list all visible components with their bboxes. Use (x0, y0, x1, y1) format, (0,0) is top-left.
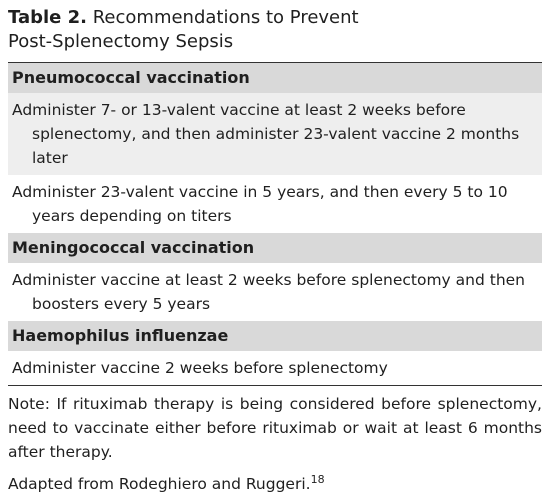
reference-number: 18 (310, 472, 325, 486)
row-text: Administer vaccine at least 2 weeks before splenectomy and then boosters every 5 years (12, 271, 525, 313)
table-source (8, 472, 550, 496)
table-note: Note: If rituximab therapy is being considered before splenectomy, need to vaccinate either before rituximab or wait at least 6 months after therapy. (8, 395, 542, 461)
section-heading-haemophilus: Haemophilus influenzae (8, 321, 542, 351)
table-title-line2: Post-Splenectomy Sepsis (8, 31, 234, 52)
section-heading-pneumococcal: Pneumococcal vaccination (8, 63, 542, 93)
row-text: Administer 7- or 13-valent vaccine at least 2 weeks before splenectomy, and then administer 23-valent vaccine 2 months later (12, 101, 520, 167)
table-label: Table 2. (8, 7, 87, 28)
section-heading-meningococcal: Meningococcal vaccination (8, 233, 542, 263)
table-row (8, 263, 542, 321)
table-row (8, 351, 542, 385)
row-text: Administer vaccine 2 weeks before splenectomy (12, 359, 388, 377)
table-title-line1: Recommendations to Prevent (87, 7, 359, 28)
table-caption (8, 0, 550, 56)
source-text: Adapted from Rodeghiero and Ruggeri. (8, 475, 311, 493)
table-row (8, 175, 542, 233)
recommendations-table (8, 62, 542, 386)
table-row (8, 93, 542, 175)
row-text: Administer 23-valent vaccine in 5 years, and then every 5 to 10 years depending on titers (12, 183, 508, 225)
